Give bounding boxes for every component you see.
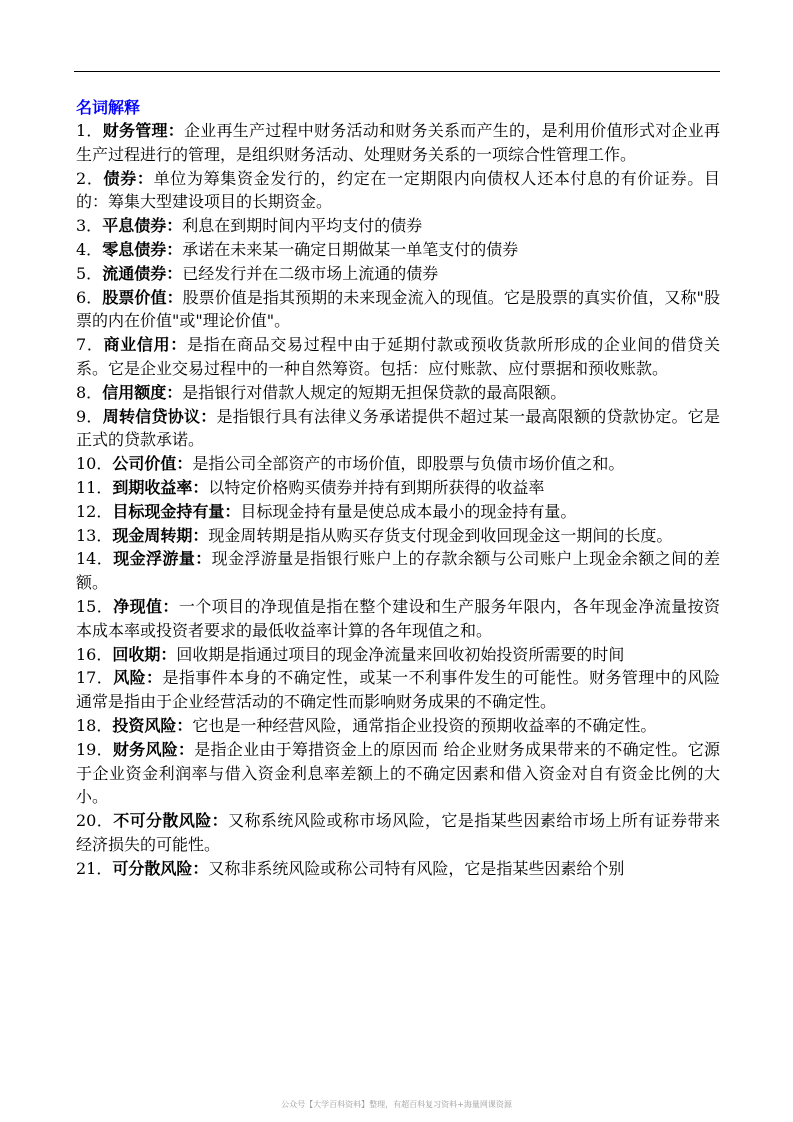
header-rule <box>74 71 720 72</box>
term-entry <box>76 214 720 238</box>
entry-term: 零息债券 <box>102 239 167 259</box>
entry-separator: ： <box>160 644 177 664</box>
entry-number: 4． <box>76 239 103 259</box>
term-entry <box>76 738 720 809</box>
term-entry <box>76 857 720 881</box>
entry-definition: 又称系统风险或称市场风险，它是指某些因素给市场上所有证券带来经济损失的可能性。 <box>76 811 720 854</box>
entry-number: 7． <box>76 335 104 355</box>
entry-separator: ： <box>166 382 183 402</box>
term-entry <box>76 167 720 215</box>
term-entry <box>76 286 720 334</box>
entry-definition: 现金浮游量是指银行账户上的存款余额与公司账户上现金余额之间的差额。 <box>76 549 720 593</box>
entry-term: 商业信用 <box>103 335 171 355</box>
entry-separator: ： <box>162 596 179 616</box>
entry-separator: ： <box>166 263 183 283</box>
entry-definition: 是指事件本身的不确定性，或某一不利事件发生的可能性。财务管理中的风险通常是指由于企业经营活动的不确定性而影响财务成果的不确定性。 <box>76 668 720 712</box>
term-entry <box>76 119 720 167</box>
entry-separator: ： <box>176 454 193 474</box>
entry-separator: ： <box>166 216 183 236</box>
entry-separator: ： <box>166 287 183 307</box>
entry-number: 12． <box>76 501 113 521</box>
entry-term: 风险 <box>113 668 147 688</box>
term-entry <box>76 405 720 453</box>
entry-definition: 是指在商品交易过程中由于延期付款或预收货款所形成的企业间的借贷关系。它是企业交易过程中的一种自然筹资。包括：应付账款、应付票据和预收账款。 <box>76 335 720 378</box>
entry-term: 投资风险 <box>112 715 177 735</box>
term-entry <box>76 524 720 548</box>
entry-definition: 以特定价格购买债券并持有到期所获得的收益率 <box>208 477 545 497</box>
term-entry <box>76 452 720 476</box>
entry-term: 回收期 <box>112 644 161 664</box>
entry-term: 现金浮游量 <box>113 549 196 569</box>
entry-term: 周转信贷协议 <box>102 406 201 426</box>
page-footer: 公众号【大学百科资料】整理，有超百科复习资料+海量网课资源 <box>281 1100 512 1109</box>
entry-separator: ： <box>224 501 241 521</box>
entry-number: 8． <box>76 382 103 402</box>
entry-separator: ： <box>167 121 184 140</box>
entry-term: 净现值 <box>113 596 163 616</box>
entry-number: 14． <box>76 549 114 569</box>
entry-number: 9． <box>76 406 103 426</box>
term-entry <box>76 238 720 262</box>
entry-definition: 是指公司全部资产的市场价值，即股票与负债市场价值之和。 <box>192 454 625 474</box>
entry-separator: ： <box>176 715 193 735</box>
entry-number: 21． <box>76 858 113 878</box>
entry-definition: 又称非系统风险或称公司特有风险，它是指某些因素给个别 <box>208 858 625 878</box>
term-entry <box>76 809 720 857</box>
entry-number: 20． <box>76 811 114 831</box>
entry-definition: 是指企业由于筹措资金上的原因而 给企业财务成果带来的不确定性。它源于企业资金利润率与借入资金利息率差额上的不确定因素和借入资金对自有资金比例的大小。 <box>76 739 720 807</box>
term-entry <box>76 476 720 500</box>
entry-number: 16． <box>76 644 113 664</box>
term-entry <box>76 547 720 595</box>
entry-number: 18． <box>76 715 113 735</box>
entry-separator: ： <box>192 525 209 545</box>
entry-term: 现金周转期 <box>112 525 193 545</box>
entry-separator: ： <box>211 811 229 831</box>
entry-definition: 现金周转期是指从购买存货支付现金到收回现金这一期间的长度。 <box>208 525 673 545</box>
entry-number: 3． <box>76 216 103 236</box>
term-entry <box>76 262 720 286</box>
entry-separator: ： <box>195 549 212 569</box>
entry-definition: 承诺在未来某一确定日期做某一单笔支付的债券 <box>182 239 519 259</box>
entry-separator: ： <box>146 668 163 688</box>
entry-separator: ： <box>136 168 154 188</box>
entry-definition: 已经发行并在二级市场上流通的债券 <box>182 263 439 283</box>
entry-separator: ： <box>177 739 195 759</box>
term-entry <box>76 643 720 667</box>
entry-number: 11． <box>76 477 113 497</box>
entry-number: 15． <box>76 596 114 616</box>
entry-definition: 回收期是指通过项目的现金净流量来回收初始投资所需要的时间 <box>176 644 625 664</box>
entry-number: 6． <box>76 287 103 307</box>
entry-separator: ： <box>200 406 217 426</box>
entry-term: 股票价值 <box>102 287 167 307</box>
entry-number: 10． <box>76 454 113 474</box>
term-entry <box>76 595 720 643</box>
term-entry <box>76 666 720 714</box>
entry-separator: ： <box>192 858 209 878</box>
entry-number: 5． <box>76 263 103 283</box>
entry-definition: 是指银行对借款人规定的短期无担保贷款的最高限额。 <box>182 382 567 402</box>
entry-number: 1． <box>76 121 103 140</box>
entry-term: 流通债券 <box>102 263 167 283</box>
entry-definition: 股票价值是指其预期的未来现金流入的现值。它是股票的真实价值，又称"股票的内在价值"或"理论价值"。 <box>76 287 720 331</box>
entry-term: 财务管理 <box>102 121 168 140</box>
term-entry <box>76 714 720 738</box>
entry-definition: 一个项目的净现值是指在整个建设和生产服务年限内，各年现金净流量按资本成本率或投资者要求的最低收益率计算的各年现值之和。 <box>76 596 720 640</box>
entry-term: 公司价值 <box>112 454 177 474</box>
entry-number: 19． <box>76 739 113 759</box>
section-title: 名词解释 <box>76 98 141 117</box>
entry-separator: ： <box>192 477 209 497</box>
document-body <box>76 96 720 881</box>
entry-definition: 单位为筹集资金发行的，约定在一定期限内向债权人还本付息的有价证券。目的：筹集大型建设项目的长期资金。 <box>76 168 720 212</box>
entry-term: 不可分散风险 <box>113 811 212 831</box>
entry-term: 目标现金持有量 <box>112 501 225 521</box>
entry-term: 可分散风险 <box>112 858 193 878</box>
term-entry <box>76 381 720 405</box>
entry-definition: 企业再生产过程中财务活动和财务关系而产生的，是利用价值形式对企业再生产过程进行的管理，是组织财务活动、处理财务关系的一项综合性管理工作。 <box>76 121 720 164</box>
entry-number: 2． <box>76 168 104 188</box>
entry-separator: ： <box>170 335 187 355</box>
entry-term: 到期收益率 <box>112 477 193 497</box>
entry-number: 13． <box>76 525 113 545</box>
entry-separator: ： <box>166 239 183 259</box>
entry-term: 财务风险 <box>112 739 178 759</box>
entry-definition: 目标现金持有量是使总成本最小的现金持有量。 <box>240 501 577 521</box>
entry-definition: 利息在到期时间内平均支付的债券 <box>182 216 423 236</box>
term-list <box>76 119 720 881</box>
entry-term: 债券 <box>103 168 137 188</box>
entry-definition: 是指银行具有法律义务承诺提供不超过某一最高限额的贷款协定。它是正式的贷款承诺。 <box>76 406 720 450</box>
entry-definition: 它也是一种经营风险，通常指企业投资的预期收益率的不确定性。 <box>192 715 657 735</box>
term-entry <box>76 333 720 381</box>
entry-term: 平息债券 <box>102 216 167 236</box>
term-entry <box>76 500 720 524</box>
entry-term: 信用额度 <box>102 382 167 402</box>
entry-number: 17． <box>76 668 114 688</box>
